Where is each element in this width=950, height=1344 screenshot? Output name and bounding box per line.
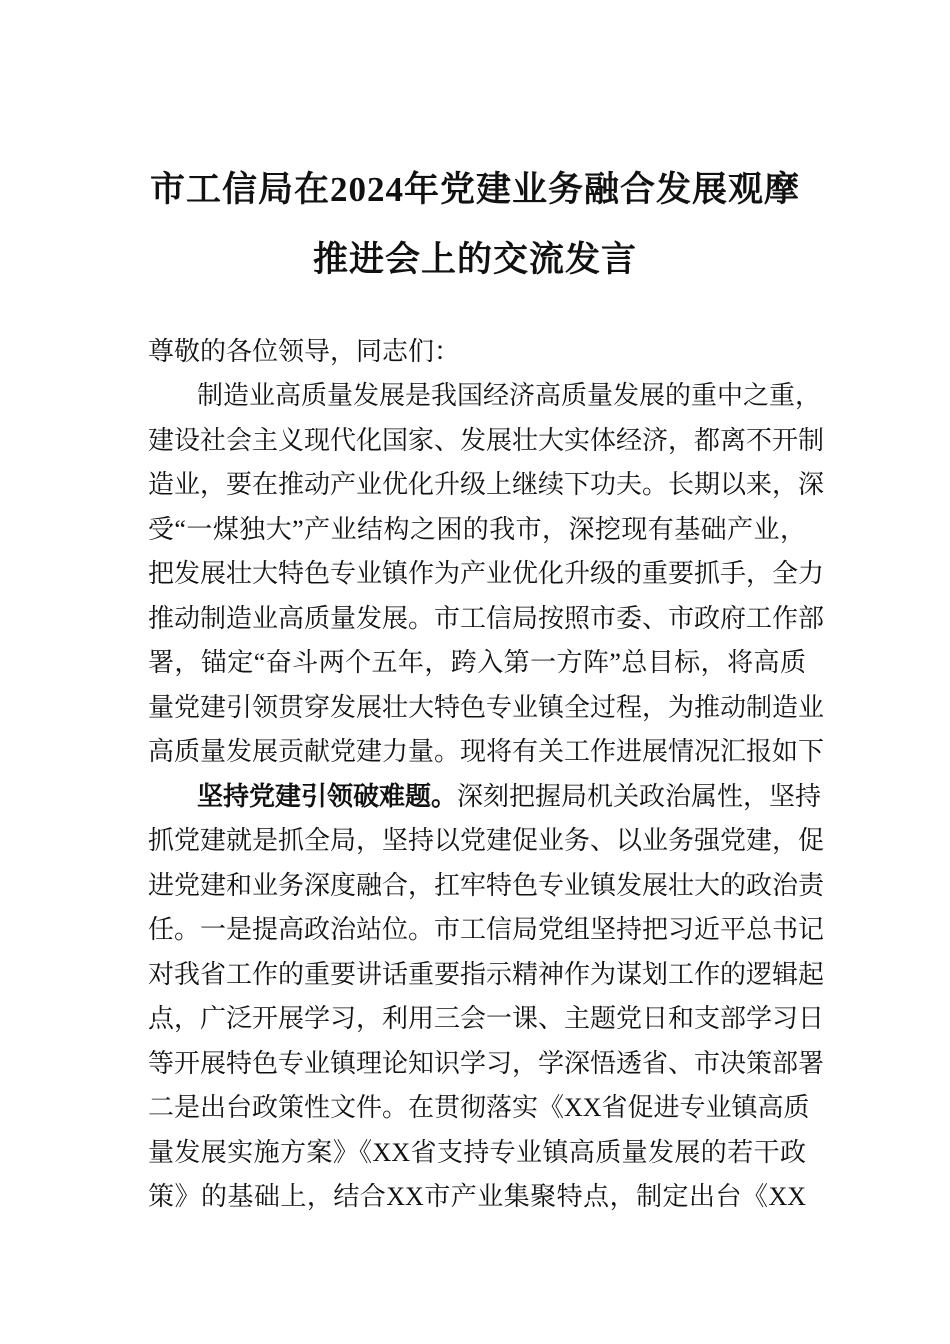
paragraph-line: 对我省工作的重要讲话重要指示精神作为谋划工作的逻辑起 [148, 960, 825, 989]
paragraph-line: 等开展特色专业镇理论知识学习，学深悟透省、市决策部署 [148, 1049, 825, 1078]
document-title-line-2: 推进会上的交流发言 [312, 240, 637, 279]
paragraph-line: 策》的基础上，结合XX市产业集聚特点，制定出台《XX [148, 1182, 806, 1211]
paragraph-line: 制造业高质量发展是我国经济高质量发展的重中之重， [197, 381, 822, 410]
paragraph-line: 把发展壮大特色专业镇作为产业优化升级的重要抓手，全力 [148, 559, 825, 588]
salutation: 尊敬的各位领导，同志们： [148, 337, 461, 366]
paragraph-line: 量发展实施方案》《XX省支持专业镇高质量发展的若干政 [148, 1138, 806, 1167]
paragraph-line: 推动制造业高质量发展。市工信局按照市委、市政府工作部 [148, 604, 825, 633]
paragraph-line: 署，锚定“奋斗两个五年，跨入第一方阵”总目标，将高质 [148, 648, 806, 677]
paragraph-line: 抓党建就是抓全局，坚持以党建促业务、以业务强党建，促 [148, 826, 825, 855]
paragraph-line: 受“一煤独大”产业结构之困的我市，深挖现有基础产业， [148, 515, 806, 544]
document-title-line-1: 市工信局在2024年党建业务融合发展观摩 [149, 170, 800, 209]
paragraph-line: 任。一是提高政治站位。市工信局党组坚持把习近平总书记 [148, 915, 825, 944]
section-heading: 坚持党建引领破难题。 [197, 782, 458, 811]
paragraph-text: 深刻把握局机关政治属性，坚持 [457, 782, 822, 811]
paragraph-line: 二是出台政策性文件。在贯彻落实《XX省促进专业镇高质 [148, 1093, 810, 1122]
paragraph-line: 进党建和业务深度融合，扛牢特色专业镇发展壮大的政治责 [148, 871, 825, 900]
paragraph-line: 造业，要在推动产业优化升级上继续下功夫。长期以来，深 [148, 470, 825, 499]
paragraph-line: 建设社会主义现代化国家、发展壮大实体经济，都离不开制 [148, 426, 825, 455]
paragraph-line [197, 779, 822, 815]
paragraph-line: 点，广泛开展学习，利用三会一课、主题党日和支部学习日 [148, 1004, 825, 1033]
paragraph-line: 量党建引领贯穿发展壮大特色专业镇全过程，为推动制造业 [148, 693, 825, 722]
paragraph-line: 高质量发展贡献党建力量。现将有关工作进展情况汇报如下 [148, 737, 825, 766]
